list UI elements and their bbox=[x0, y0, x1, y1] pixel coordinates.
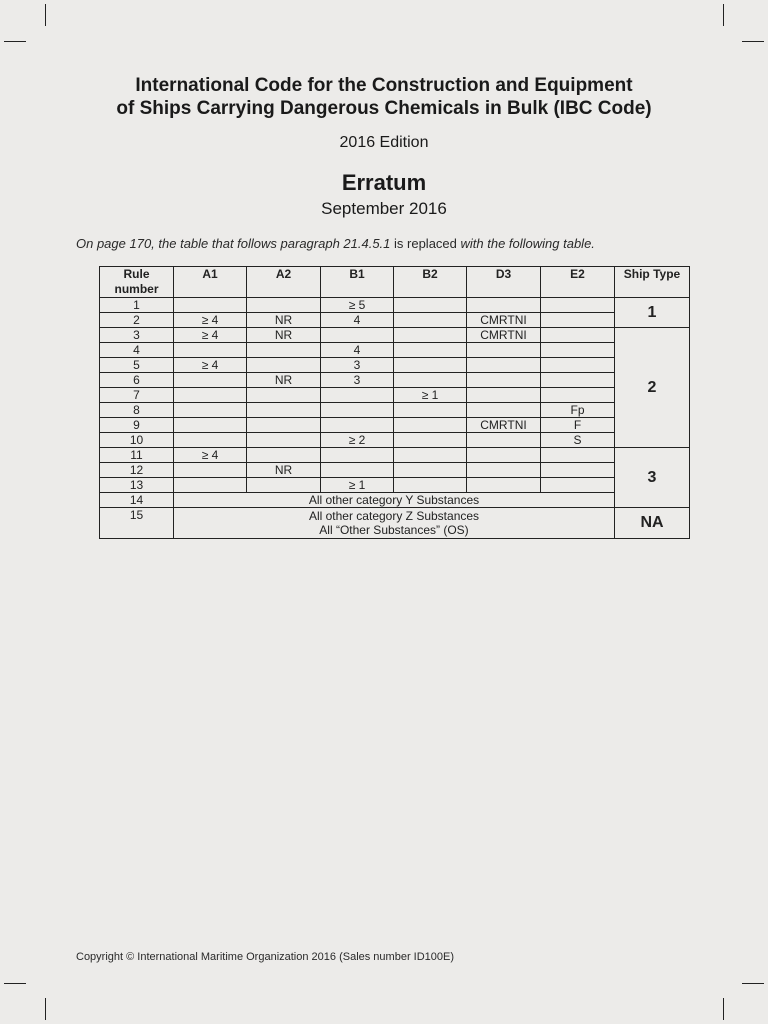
ship-type-table bbox=[99, 266, 690, 539]
cell-a1: ≥ 4 bbox=[174, 328, 247, 343]
cell-rule: 8 bbox=[100, 403, 174, 418]
cell-rule: 11 bbox=[100, 448, 174, 463]
cell-b2 bbox=[394, 463, 467, 478]
cell-d3 bbox=[467, 433, 541, 448]
ship-type-cell: 2 bbox=[615, 328, 690, 448]
cell-d3 bbox=[467, 343, 541, 358]
title-line-2: of Ships Carrying Dangerous Chemicals in Bulk (IBC Code) bbox=[116, 98, 652, 119]
cell-e2: F bbox=[541, 418, 615, 433]
cell-b1 bbox=[321, 448, 394, 463]
cell-b2 bbox=[394, 298, 467, 313]
cell-a2 bbox=[247, 358, 321, 373]
header-e2: E2 bbox=[541, 267, 615, 298]
cell-a1 bbox=[174, 433, 247, 448]
cell-a1: ≥ 4 bbox=[174, 448, 247, 463]
crop-mark-top-left-h bbox=[4, 41, 26, 42]
title-line-1: International Code for the Construction and Equipment bbox=[135, 75, 633, 96]
table-row bbox=[100, 373, 690, 388]
cell-b2 bbox=[394, 358, 467, 373]
erratum-heading: Erratum bbox=[341, 170, 427, 195]
cell-rule: 10 bbox=[100, 433, 174, 448]
cell-a2 bbox=[247, 388, 321, 403]
category-z-line-1: All other category Z Substances bbox=[308, 509, 480, 523]
cell-b1: 3 bbox=[321, 358, 394, 373]
cell-rule: 13 bbox=[100, 478, 174, 493]
cell-d3 bbox=[467, 388, 541, 403]
cell-a1 bbox=[174, 403, 247, 418]
cell-b1: ≥ 1 bbox=[321, 478, 394, 493]
cell-e2 bbox=[541, 448, 615, 463]
cell-e2: S bbox=[541, 433, 615, 448]
cell-rule: 4 bbox=[100, 343, 174, 358]
cell-a2 bbox=[247, 478, 321, 493]
cell-e2: Fp bbox=[541, 403, 615, 418]
cell-a1: ≥ 4 bbox=[174, 358, 247, 373]
cell-b1: 4 bbox=[321, 313, 394, 328]
cell-d3: CMRTNI bbox=[467, 328, 541, 343]
header-a1: A1 bbox=[174, 267, 247, 298]
table-row bbox=[100, 298, 690, 313]
table-row bbox=[100, 493, 690, 508]
cell-e2 bbox=[541, 298, 615, 313]
cell-e2 bbox=[541, 358, 615, 373]
cell-d3 bbox=[467, 448, 541, 463]
cell-rule: 5 bbox=[100, 358, 174, 373]
cell-b2 bbox=[394, 448, 467, 463]
table-row bbox=[100, 388, 690, 403]
cell-a2 bbox=[247, 298, 321, 313]
cell-a2 bbox=[247, 433, 321, 448]
table-row bbox=[100, 328, 690, 343]
crop-mark-top-left bbox=[45, 4, 46, 26]
cell-b1: 3 bbox=[321, 373, 394, 388]
cell-category-y: All other category Y Substances bbox=[174, 493, 615, 508]
replacement-note bbox=[76, 236, 696, 251]
table-row bbox=[100, 448, 690, 463]
cell-b1: ≥ 5 bbox=[321, 298, 394, 313]
cell-rule: 9 bbox=[100, 418, 174, 433]
cell-a1: ≥ 4 bbox=[174, 313, 247, 328]
cell-d3: CMRTNI bbox=[467, 313, 541, 328]
table-header-row bbox=[100, 267, 690, 298]
category-z-line-2: All “Other Substances” (OS) bbox=[319, 523, 469, 537]
cell-e2 bbox=[541, 478, 615, 493]
cell-a1 bbox=[174, 298, 247, 313]
cell-a2: NR bbox=[247, 373, 321, 388]
cell-b2: ≥ 1 bbox=[394, 388, 467, 403]
cell-a2 bbox=[247, 403, 321, 418]
cell-b1 bbox=[321, 463, 394, 478]
cell-e2 bbox=[541, 388, 615, 403]
header-rule-number: Rule number bbox=[100, 267, 174, 298]
cell-rule: 1 bbox=[100, 298, 174, 313]
cell-rule: 14 bbox=[100, 493, 174, 508]
edition: 2016 Edition bbox=[339, 134, 429, 151]
header-a2: A2 bbox=[247, 267, 321, 298]
cell-e2 bbox=[541, 313, 615, 328]
note-part-1: On page 170, the table that follows paragraph 21.4.5.1 bbox=[76, 236, 395, 251]
cell-a2 bbox=[247, 418, 321, 433]
cell-b2 bbox=[394, 343, 467, 358]
cell-d3 bbox=[467, 298, 541, 313]
crop-mark-bottom-right bbox=[723, 998, 724, 1020]
crop-mark-bottom-left bbox=[45, 998, 46, 1020]
cell-a1 bbox=[174, 388, 247, 403]
cell-a1 bbox=[174, 478, 247, 493]
cell-a1 bbox=[174, 418, 247, 433]
cell-e2 bbox=[541, 463, 615, 478]
table-row bbox=[100, 403, 690, 418]
crop-mark-bottom-left-h bbox=[4, 983, 26, 984]
cell-b2 bbox=[394, 433, 467, 448]
cell-b1 bbox=[321, 388, 394, 403]
cell-rule: 6 bbox=[100, 373, 174, 388]
header-d3: D3 bbox=[467, 267, 541, 298]
erratum-date: September 2016 bbox=[321, 199, 447, 218]
cell-b2 bbox=[394, 373, 467, 388]
cell-a1 bbox=[174, 373, 247, 388]
copyright-footer: Copyright © International Maritime Organization 2016 (Sales number ID100E) bbox=[76, 951, 455, 963]
cell-b1 bbox=[321, 418, 394, 433]
table-row bbox=[100, 433, 690, 448]
cell-b1 bbox=[321, 403, 394, 418]
cell-rule: 7 bbox=[100, 388, 174, 403]
cell-a2 bbox=[247, 343, 321, 358]
cell-rule: 15 bbox=[100, 508, 174, 539]
cell-b2 bbox=[394, 403, 467, 418]
cell-a2: NR bbox=[247, 463, 321, 478]
cell-b2 bbox=[394, 418, 467, 433]
table-row bbox=[100, 313, 690, 328]
cell-d3 bbox=[467, 358, 541, 373]
note-part-2: is replaced bbox=[394, 236, 457, 251]
header-b2: B2 bbox=[394, 267, 467, 298]
table-row bbox=[100, 358, 690, 373]
cell-b1: 4 bbox=[321, 343, 394, 358]
cell-a2: NR bbox=[247, 313, 321, 328]
table-row bbox=[100, 343, 690, 358]
cell-d3 bbox=[467, 463, 541, 478]
cell-a1 bbox=[174, 463, 247, 478]
cell-b2 bbox=[394, 328, 467, 343]
cell-category-z bbox=[174, 508, 615, 539]
cell-b1 bbox=[321, 328, 394, 343]
cell-e2 bbox=[541, 343, 615, 358]
crop-mark-top-right bbox=[723, 4, 724, 26]
table-row bbox=[100, 463, 690, 478]
cell-a1 bbox=[174, 343, 247, 358]
cell-b1: ≥ 2 bbox=[321, 433, 394, 448]
cell-e2 bbox=[541, 328, 615, 343]
cell-rule: 3 bbox=[100, 328, 174, 343]
cell-a2: NR bbox=[247, 328, 321, 343]
document-title bbox=[0, 74, 768, 120]
cell-b2 bbox=[394, 478, 467, 493]
cell-rule: 2 bbox=[100, 313, 174, 328]
ship-type-cell: NA bbox=[615, 508, 690, 539]
cell-d3: CMRTNI bbox=[467, 418, 541, 433]
header-ship-type: Ship Type bbox=[615, 267, 690, 298]
cell-rule: 12 bbox=[100, 463, 174, 478]
table-row bbox=[100, 418, 690, 433]
header-b1: B1 bbox=[321, 267, 394, 298]
cell-a2 bbox=[247, 448, 321, 463]
cell-d3 bbox=[467, 403, 541, 418]
ship-type-cell: 3 bbox=[615, 448, 690, 508]
crop-mark-bottom-right-h bbox=[742, 983, 764, 984]
ship-type-cell: 1 bbox=[615, 298, 690, 328]
crop-mark-top-right-h bbox=[742, 41, 764, 42]
table-row bbox=[100, 478, 690, 493]
cell-b2 bbox=[394, 313, 467, 328]
cell-d3 bbox=[467, 373, 541, 388]
cell-e2 bbox=[541, 373, 615, 388]
cell-d3 bbox=[467, 478, 541, 493]
table-row bbox=[100, 508, 690, 539]
note-part-3: with the following table. bbox=[456, 236, 595, 251]
